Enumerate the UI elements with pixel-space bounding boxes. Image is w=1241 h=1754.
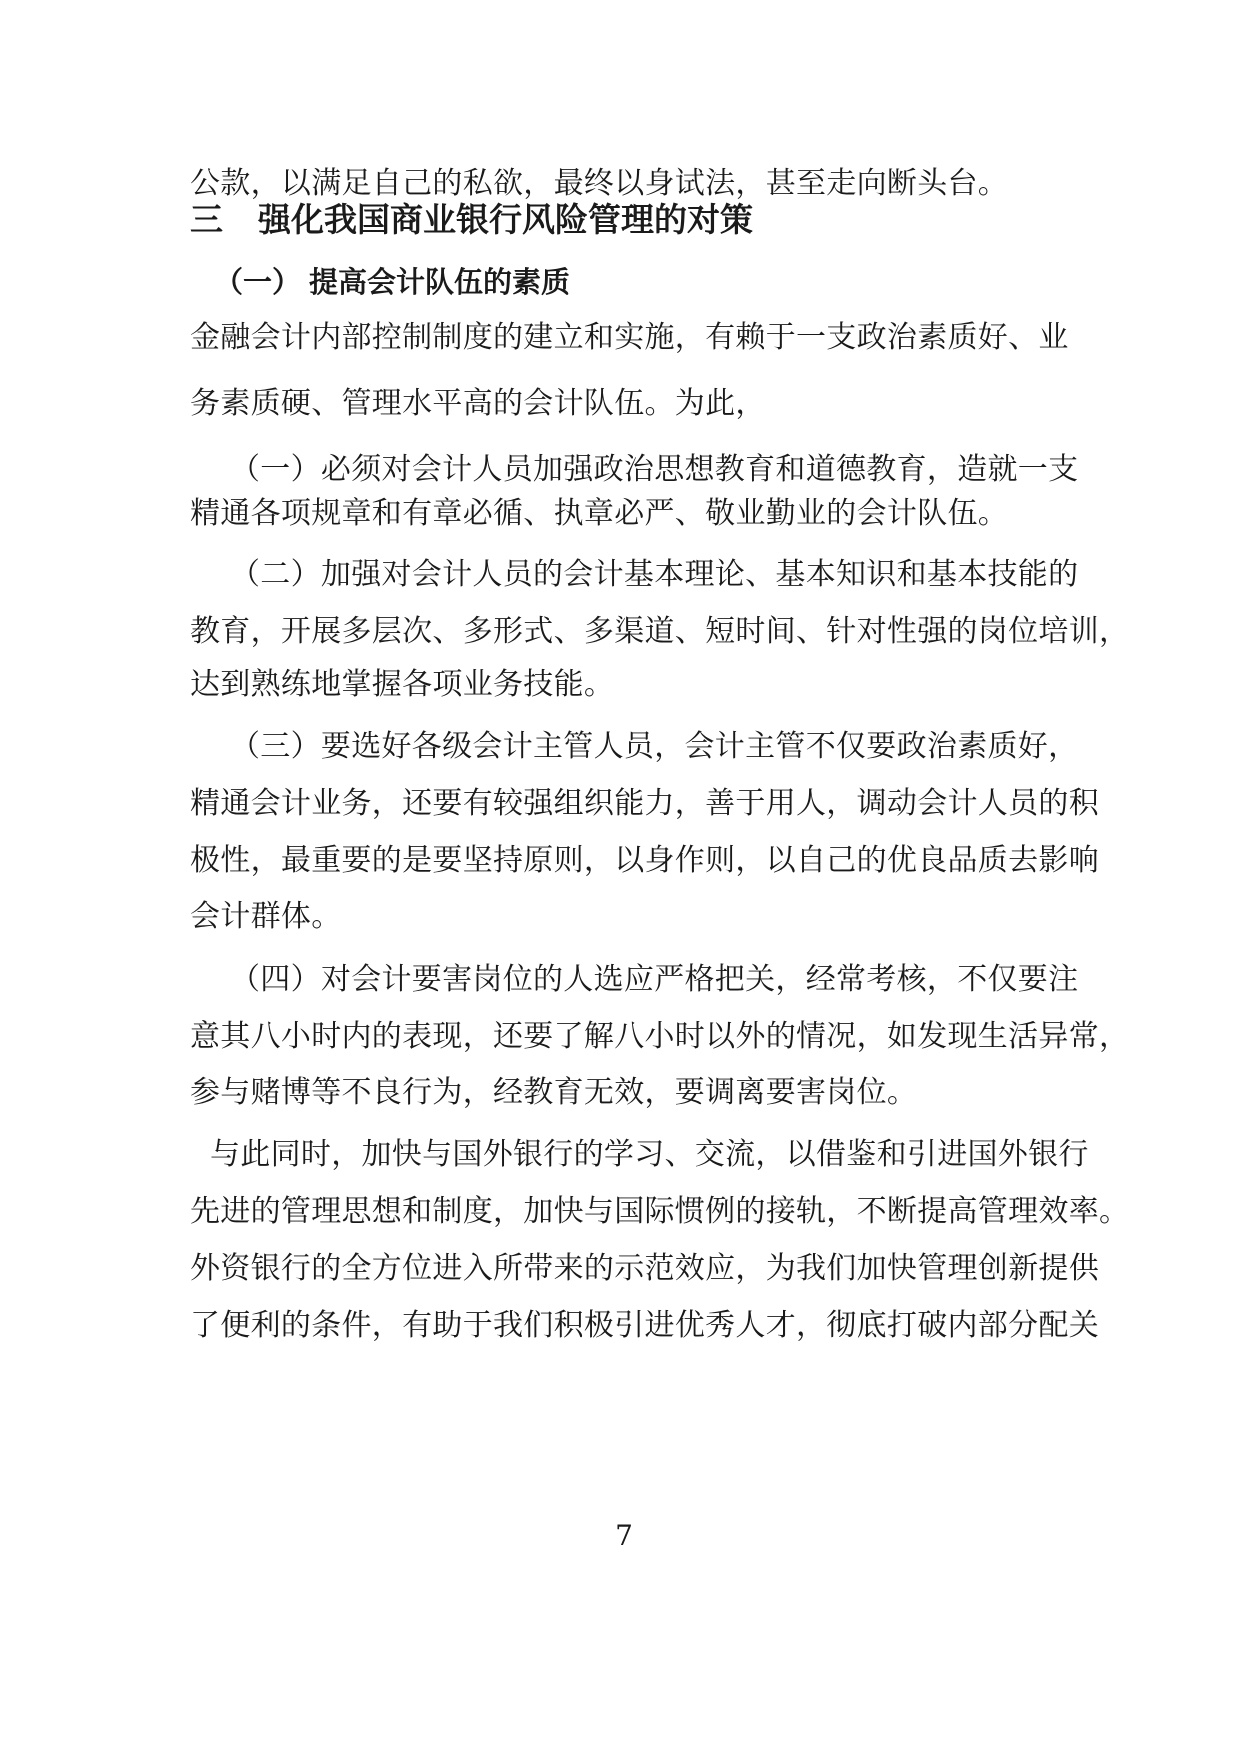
text-line: 与此同时，加快与国外银行的学习、交流，以借鉴和引进国外银行 <box>210 1137 1089 1172</box>
text-line: （二）加强对会计人员的会计基本理论、基本知识和基本技能的 <box>230 557 1079 592</box>
section-heading <box>190 198 753 242</box>
subsection-title: 提高会计队伍的素质 <box>309 265 571 299</box>
text-line: 参与赌博等不良行为，经教育无效，要调离要害岗位。 <box>190 1075 918 1110</box>
text-line: 先进的管理思想和制度，加快与国际惯例的接轨，不断提高管理效率。 <box>190 1194 1130 1229</box>
text-line: 达到熟练地掌握各项业务技能。 <box>190 667 615 702</box>
text-line: 精通会计业务，还要有较强组织能力，善于用人，调动会计人员的积 <box>190 786 1099 821</box>
text-line: （四）对会计要害岗位的人选应严格把关，经常考核，不仅要注 <box>230 962 1079 997</box>
text-line: 意其八小时内的表现，还要了解八小时以外的情况，如发现生活异常， <box>190 1019 1130 1054</box>
text-line: 教育，开展多层次、多形式、多渠道、短时间、针对性强的岗位培训， <box>190 614 1130 649</box>
text-line: 外资银行的全方位进入所带来的示范效应，为我们加快管理创新提供 <box>190 1251 1099 1286</box>
text-line: 会计群体。 <box>190 899 342 934</box>
subsection-heading <box>214 262 570 302</box>
subsection-number: （一） <box>214 265 302 299</box>
page-number: 7 <box>615 1519 633 1552</box>
text-line: （一）必须对会计人员加强政治思想教育和道德教育，造就一支 <box>230 452 1079 487</box>
section-number: 三 <box>190 200 223 239</box>
text-line: 精通各项规章和有章必循、执章必严、敬业勤业的会计队伍。 <box>190 496 1009 531</box>
text-line: （三）要选好各级会计主管人员，会计主管不仅要政治素质好， <box>230 729 1079 764</box>
section-title: 强化我国商业银行风险管理的对策 <box>258 200 753 239</box>
text-line: 了便利的条件，有助于我们积极引进优秀人才，彻底打破内部分配关 <box>190 1308 1099 1343</box>
text-line: 务素质硬、管理水平高的会计队伍。为此， <box>190 386 766 421</box>
text-line: 金融会计内部控制制度的建立和实施，有赖于一支政治素质好、业 <box>190 320 1069 355</box>
text-line: 公款，以满足自己的私欲，最终以身试法，甚至走向断头台。 <box>190 166 1009 201</box>
text-line: 极性，最重要的是要坚持原则，以身作则，以自己的优良品质去影响 <box>190 843 1099 878</box>
